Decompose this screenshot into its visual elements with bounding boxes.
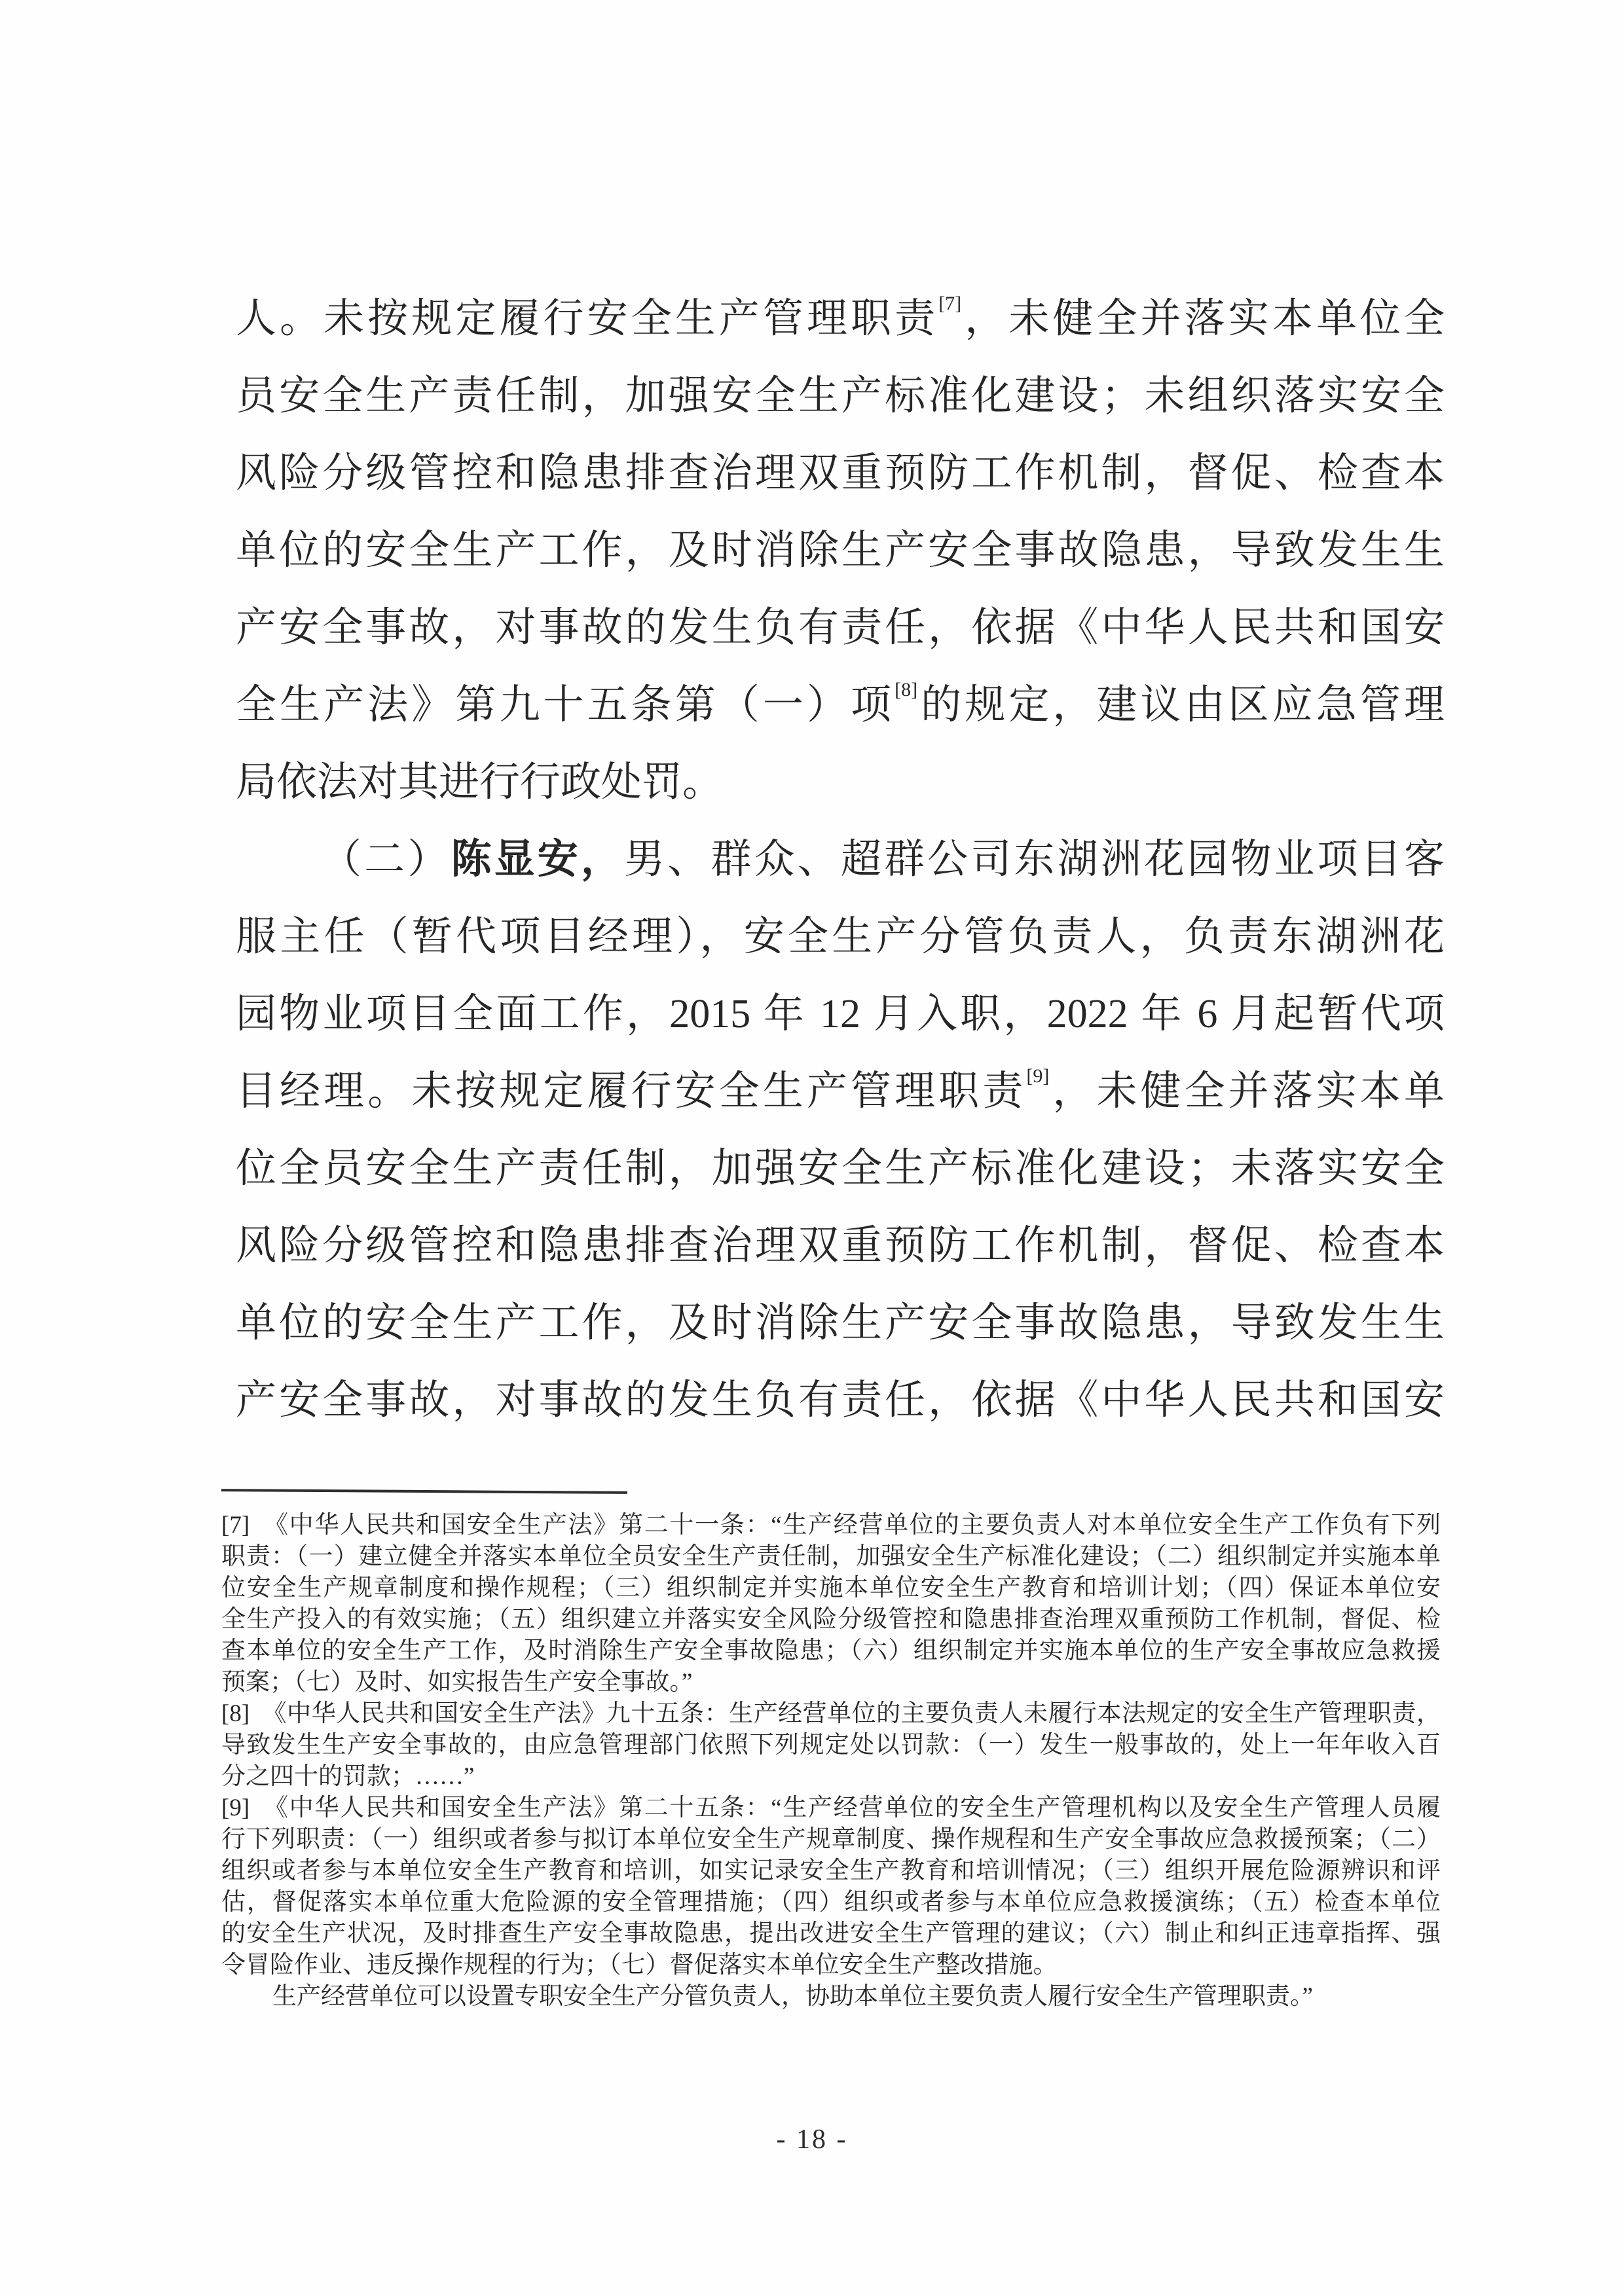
footnote-reference: [7] [938,293,962,314]
footnote-separator [221,1489,627,1494]
body-text-run: （二） [321,837,451,882]
body-line [236,744,1445,821]
body-text-run: ，未健全并落实本单位全 [961,297,1445,341]
body-text-run: 全生产法》第九十五条第（一）项 [236,683,895,727]
body-text-run: ，未健全并落实本单 [1049,1069,1445,1114]
body-text-run: 员安全生产责任制，加强安全生产标准化建设；未组织落实安全 [236,374,1445,418]
body-line [236,435,1445,512]
body-line [236,589,1445,666]
footnote-line: [8] 《中华人民共和国安全生产法》九十五条：生产经营单位的主要负责人未履行本法规定的安全生产管理职责， [221,1700,1441,1727]
footnotes [221,1510,1441,2013]
body-line [236,1130,1445,1207]
footnote-line: 职责：（一）建立健全并落实本单位全员安全生产责任制，加强安全生产标准化建设；（二）组织制定并实施本单 [221,1543,1441,1570]
body-line [236,1362,1445,1439]
footnote-line: 组织或者参与本单位安全生产教育和培训，如实记录安全生产教育和培训情况；（三）组织开展危险源辨识和评 [221,1857,1441,1884]
footnote-line: 的安全生产状况，及时排查生产安全事故隐患，提出改进安全生产管理的建议；（六）制止和纠正违章指挥、强 [221,1920,1441,1947]
footnote-reference: [8] [895,679,918,701]
body-line [236,1053,1445,1130]
body-text-run: 风险分级管控和隐患排查治理双重预防工作机制，督促、检查本 [236,451,1445,496]
footnote-reference: [9] [1026,1065,1050,1087]
body-line [236,357,1445,435]
footnote-line: 预案；（七）及时、如实报告生产安全事故。” [221,1669,693,1696]
footnote-line: 估，督促落实本单位重大危险源的安全管理措施；（四）组织或者参与本单位应急救援演练；（五）检查本单位 [221,1889,1441,1916]
footnote-line: 行下列职责：（一）组织或者参与拟订本单位安全生产规章制度、操作规程和生产安全事故应急救援预案；（二） [221,1826,1441,1853]
body-text-run: 位全员安全生产责任制，加强安全生产标准化建设；未落实安全 [236,1146,1445,1191]
body-text-run: 目经理。未按规定履行安全生产管理职责 [236,1069,1027,1114]
footnote-line: 生产经营单位可以设置专职安全生产分管负责人，协助本单位主要负责人履行安全生产管理职责。” [272,1983,1313,2010]
footnote-line: [9] 《中华人民共和国安全生产法》第二十五条：“生产经营单位的安全生产管理机构以及安全生产管理人员履 [221,1795,1441,1821]
person-name: 陈显安， [451,837,625,882]
body-text-run: 的规定，建议由区应急管理 [917,683,1445,727]
body-text-run: 产安全事故，对事故的发生负有责任，依据《中华人民共和国安 [236,1378,1445,1423]
footnote-line: [7] 《中华人民共和国安全生产法》第二十一条：“生产经营单位的主要负责人对本单位安全生产工作负有下列 [221,1512,1441,1539]
body-line [236,1285,1445,1362]
body-text-run: 园物业项目全面工作，2015 年 12 月入职，2022 年 6 月起暂代项 [236,992,1445,1036]
document-body [236,280,1445,1439]
footnote-line: 全生产投入的有效实施；（五）组织建立并落实安全风险分级管控和隐患排查治理双重预防工作机制，督促、检 [221,1606,1441,1633]
body-line [236,821,1445,898]
body-text-run: 产安全事故，对事故的发生负有责任，依据《中华人民共和国安 [236,606,1445,650]
body-text-run: 服主任（暂代项目经理），安全生产分管负责人，负责东湖洲花 [236,915,1445,959]
body-text-run: 人。未按规定履行安全生产管理职责 [236,297,939,341]
page-number: - 18 - [776,2124,848,2155]
body-line [236,975,1445,1053]
body-line [236,898,1445,975]
footnote-line: 分之四十的罚款；……” [221,1763,475,1790]
body-text-run: 男、群众、超群公司东湖洲花园物业项目客 [624,837,1445,882]
body-line [236,1207,1445,1285]
body-text-run: 单位的安全生产工作，及时消除生产安全事故隐患，导致发生生 [236,528,1445,573]
body-text-run: 单位的安全生产工作，及时消除生产安全事故隐患，导致发生生 [236,1301,1445,1345]
body-line [236,666,1445,744]
body-line [236,280,1445,357]
body-text-run: 局依法对其进行行政处罚。 [236,760,724,805]
footnote-line: 令冒险作业、违反操作规程的行为；（七）督促落实本单位安全生产整改措施。 [221,1952,1058,1978]
footnote-line: 导致发生生产安全事故的，由应急管理部门依照下列规定处以罚款：（一）发生一般事故的，处上一年年收入百 [221,1732,1441,1758]
body-text-run: 风险分级管控和隐患排查治理双重预防工作机制，督促、检查本 [236,1224,1445,1268]
footnote-line: 查本单位的安全生产工作，及时消除生产安全事故隐患；（六）组织制定并实施本单位的生产安全事故应急救援 [221,1637,1441,1664]
body-line [236,512,1445,589]
footnote-line: 位安全生产规章制度和操作规程；（三）组织制定并实施本单位安全生产教育和培训计划；（四）保证本单位安 [221,1575,1441,1601]
